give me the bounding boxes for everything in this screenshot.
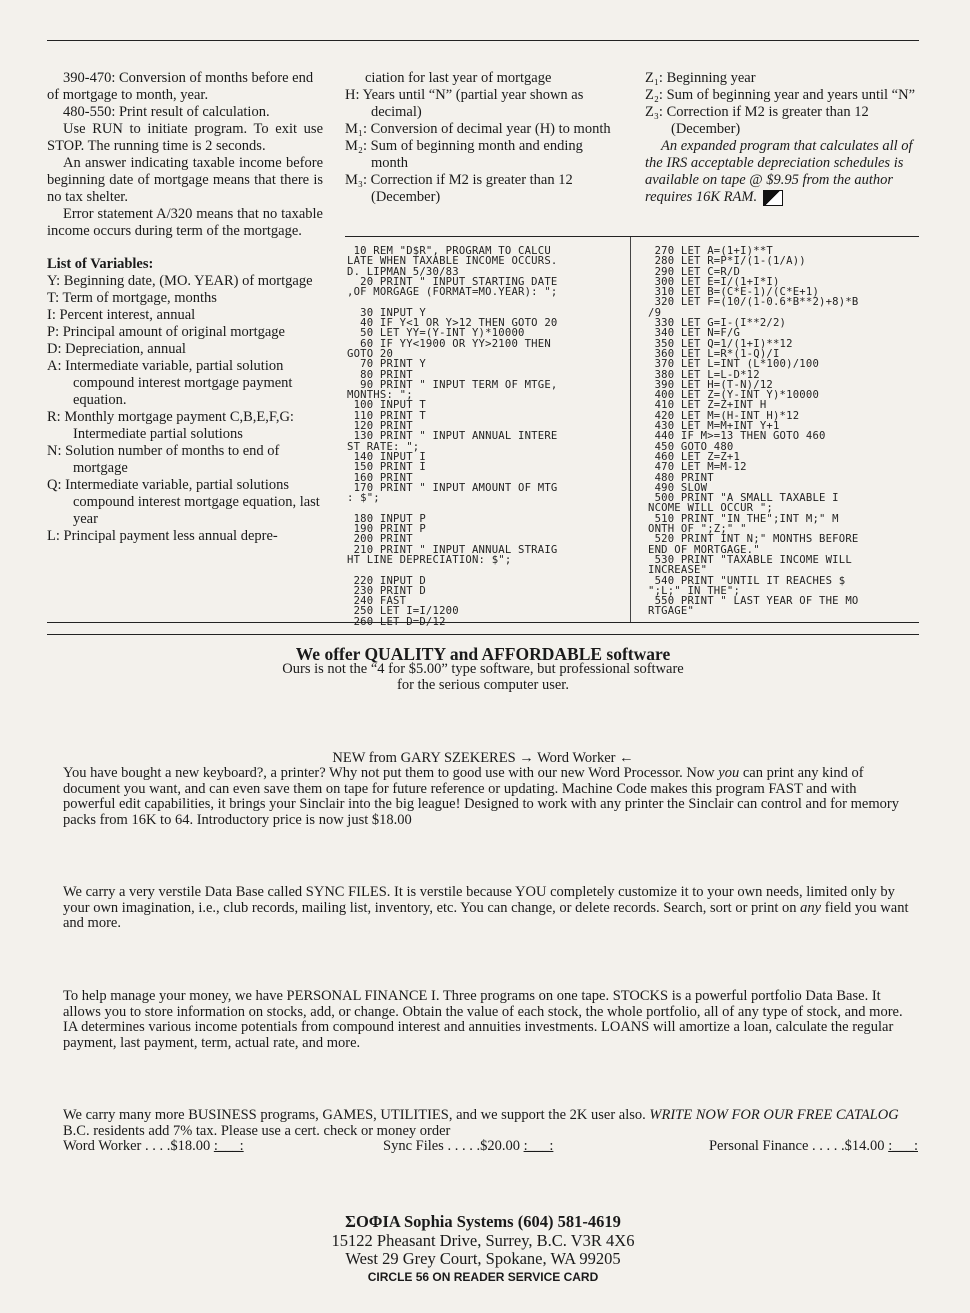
variable-item: ciation for last year of mortgage [365,70,552,86]
ad-headline: We offer QUALITY and AFFORDABLE software [295,644,671,664]
paragraph: An answer indicating taxable income before beginning date of mortgage means that there is no tax shelter. [47,155,323,205]
order-personal-finance: Personal Finance . . . . .$14.00 :___: [708,1138,918,1154]
expanded-program-note: An expanded program that calculates all of the IRS acceptable depreciation schedules is available on tape @ $9.95 from the author requires 16K RAM. [645,138,913,205]
variable-item: Z₂: Sum of beginning year and years until “N” [645,87,916,103]
variable-item: A: Intermediate variable, partial solution compound interest mortgage payment equation. [47,358,293,408]
top-rule [47,40,919,41]
ad-subheadline [47,662,919,693]
ad-subline: Ours is not the “4 for $5.00” type software, but professional software [282,661,684,677]
variables-heading: List of Variables: [47,256,154,272]
catalog-paragraph: We carry many more BUSINESS programs, GAMES, UTILITIES, and we support the 2K user also. WRITE NOW FOR OUR FREE CATALOG B.C. residents add 7% tax. Please use a cert. check or money order [63,1107,899,1139]
variable-item: Z₃: Correction if M2 is greater than 12 (December) [645,104,869,137]
reader-service-line: CIRCLE 56 ON READER SERVICE CARD [367,1270,599,1284]
column-2 [345,70,620,206]
ad-top-rule [47,634,919,635]
variable-item: M₃: Correction if M2 is greater than 12 (December) [345,172,573,205]
variable-item: M₁: Conversion of decimal year (H) to month [345,121,611,137]
variable-item: N: Solution number of months to end of mortgage [47,443,280,476]
order-sync-files: Sync Files . . . . .$20.00 :___: [383,1138,554,1154]
ad-subline: for the serious computer user. [397,676,569,693]
program-listing-right: 270 LET A=(1+I)**T 280 LET R=P*I/(1-(1/A)) 290 LET C=R/D 300 LET E=I/(1+I*I) 310 LET B=(C*E-1)/(C*E+1) 320 LET F=(10/(1-0.6*B**2)+8)*B /9 330 LET G=I-(I**2/2) 340 LET N=F/G 350 LET Q=1/(1+I)**12 360 LET L=R*(1-Q)/I 370 LET L=INT (L*100)/100 380 LET L=L-D*12 390 LET H=(T-N)/12 400 LET Z=(Y-INT Y)*10000 410 LET Z=Z+INT H 420 LET M=(H-INT H)*12 430 LET M=M+INT Y+1 440 IF M>=13 THEN GOTO 460 450 GOTO 480 460 LET Z=Z+1 470 LET M=M-12 480 PRINT 490 SLOW 500 PRINT "A SMALL TAXABLE I NCOME WILL OCCUR "; 510 PRINT "IN THE";INT M;" M ONTH OF ";Z;" " 520 PRINT INT N;" MONTHS BEFORE END OF MORTGAGE." 530 PRINT "TAXABLE INCOME WILL INCREASE" 540 PRINT "UNTIL IT REACHES $ ";L;" IN THE"; 550 PRINT " LAST YEAR OF THE MO RTGAGE" [648,245,859,618]
variable-item: Z₁: Beginning year [645,70,756,86]
personal-finance-paragraph: To help manage your money, we have PERSONAL FINANCE I. Three programs on one tape. STOCKS is a powerful portfolio Data Base. It allows you to store information on stocks, add, or change. Obtain the value of each stock, the whole portfolio, all of any type of stock, and more. IA determines various income potentials from compound interest and annuities investments. LOANS will amortize a loan, calculate the regular payment, last payment, term, actual rate, and more. [63,988,903,1051]
variable-item: I: Percent interest, annual [47,307,196,323]
variable-item: P: Principal amount of original mortgage [47,324,285,340]
variable-item: M₂: Sum of beginning month and ending month [345,138,583,171]
order-blank[interactable]: :___: [523,1138,554,1154]
variable-item: Q: Intermediate variable, partial solutions compound interest mortgage equation, last year [47,477,320,527]
variable-item: Y: Beginning date, (MO. YEAR) of mortgage [47,273,313,289]
paragraph: Error statement A/320 means that no taxable income occurs during term of the mortgage. [47,206,323,239]
listing-top-rule [345,236,919,237]
variable-item: R: Monthly mortgage payment C,B,E,F,G: Intermediate partial solutions [47,409,294,442]
listing-bottom-rule [47,622,919,623]
order-blank[interactable]: :___: [888,1138,918,1154]
variable-item: D: Depreciation, annual [47,341,186,357]
sync-files-paragraph: We carry a very verstile Data Base called SYNC FILES. It is verstile because YOU completely customize it to your own needs, limited only by your own imagination, i.e., club records, mailing list, inventory, etc. You can change, or delete records. Search, sort or print on any field you want and more. [63,884,909,931]
listing-divider [630,237,631,622]
program-listing-left: 10 REM "D$R", PROGRAM TO CALCU LATE WHEN TAXABLE INCOME OCCURS. D. LIPMAN 5/30/83 20 PRINT " INPUT STARTING DATE ,OF MORGAGE (FORMAT=MO.YEAR): "; 30 INPUT Y 40 IF Y<1 OR Y>12 THEN GOTO 20 50 LET YY=(Y-INT Y)*10000 60 IF YY<1900 OR YY>2100 THEN GOTO 20 70 PRINT Y 80 PRINT 90 PRINT " INPUT TERM OF MTGE, MONTHS: "; 100 INPUT T 110 PRINT T 120 PRINT 130 PRINT " INPUT ANNUAL INTERE ST RATE: "; 140 INPUT I 150 PRINT I 160 PRINT 170 PRINT " INPUT AMOUNT OF MTG : $"; 180 INPUT P 190 PRINT P 200 PRINT 210 PRINT " INPUT ANNUAL STRAIG HT LINE DEPRECIATION: $"; 220 INPUT D 230 PRINT D 240 FAST 250 LET I=I/1200 260 LET D=D/12 [347,245,558,628]
column-1 [47,70,323,545]
order-blank[interactable]: :___: [213,1138,244,1154]
order-form [63,1139,918,1155]
variable-item: L: Principal payment less annual depre- [47,528,278,544]
address-line: West 29 Grey Court, Spokane, WA 99205 [345,1249,621,1268]
variable-item: H: Years until “N” (partial year shown as decimal) [345,87,584,120]
company-block [47,1213,919,1269]
paragraph: Use RUN to initiate program. To exit use STOP. The running time is 2 seconds. [47,121,323,154]
column-3 [645,70,920,206]
end-mark-icon [763,190,783,206]
address-line: 15122 Pheasant Drive, Surrey, B.C. V3R 4X6 [331,1230,635,1250]
word-worker-paragraph: You have bought a new keyboard?, a printer? Why not put them to good use with our new Word Processor. Now you can print any kind of document you want, and can even save them on tape for future reference or updating. Machine Code makes this program FAST and with powerful edit capabilities, it brings your Sinclair into the big league! Designed to work with any printer the Sinclair can control and for memory packs from 16K to 64. Introductory price is now just $18.00 [63,765,899,828]
company-name: ΣΟΦIA Sophia Systems (604) 581-4619 [345,1212,621,1231]
paragraph: 480-550: Print result of calculation. [63,104,270,120]
paragraph: 390-470: Conversion of months before end of mortgage to month, year. [47,70,314,103]
word-worker-title: NEW from GARY SZEKERES → Word Worker ← [332,750,634,766]
variable-item: T: Term of mortgage, months [47,290,217,306]
order-word-worker: Word Worker . . . .$18.00 :___: [63,1138,244,1154]
